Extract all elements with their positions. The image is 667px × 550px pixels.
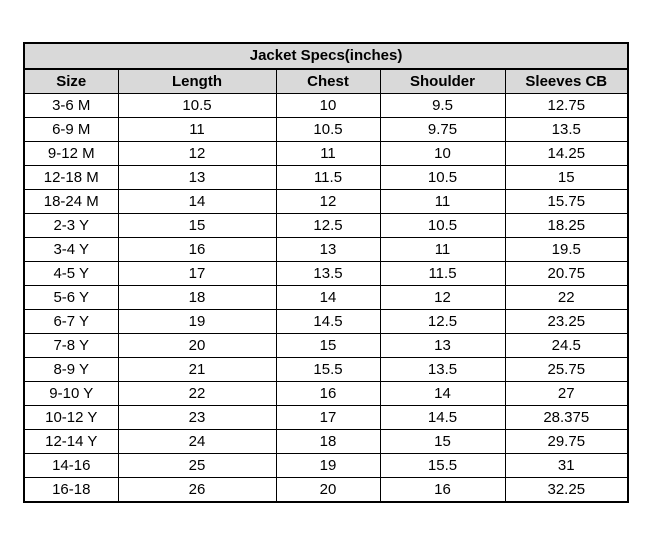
shoulder-cell: 13 bbox=[380, 334, 505, 358]
sleeves-cb-cell: 15.75 bbox=[505, 190, 628, 214]
length-cell: 13 bbox=[118, 166, 276, 190]
size-cell: 3-4 Y bbox=[24, 238, 118, 262]
shoulder-cell: 12.5 bbox=[380, 310, 505, 334]
length-cell: 11 bbox=[118, 118, 276, 142]
table-row bbox=[24, 166, 628, 190]
size-cell: 4-5 Y bbox=[24, 262, 118, 286]
chest-cell: 13.5 bbox=[276, 262, 380, 286]
sleeves-cb-cell: 32.25 bbox=[505, 478, 628, 503]
length-cell: 24 bbox=[118, 430, 276, 454]
shoulder-cell: 10.5 bbox=[380, 166, 505, 190]
table-row bbox=[24, 310, 628, 334]
table-row bbox=[24, 190, 628, 214]
chest-cell: 16 bbox=[276, 382, 380, 406]
length-cell: 23 bbox=[118, 406, 276, 430]
column-header-sleeves-cb: Sleeves CB bbox=[505, 69, 628, 94]
table-row bbox=[24, 358, 628, 382]
column-header-length: Length bbox=[118, 69, 276, 94]
sleeves-cb-cell: 24.5 bbox=[505, 334, 628, 358]
size-cell: 12-18 M bbox=[24, 166, 118, 190]
shoulder-cell: 10 bbox=[380, 142, 505, 166]
length-cell: 21 bbox=[118, 358, 276, 382]
jacket-specs-table bbox=[23, 42, 629, 503]
size-cell: 10-12 Y bbox=[24, 406, 118, 430]
sleeves-cb-cell: 18.25 bbox=[505, 214, 628, 238]
length-cell: 26 bbox=[118, 478, 276, 503]
table-row bbox=[24, 142, 628, 166]
shoulder-cell: 11.5 bbox=[380, 262, 505, 286]
size-cell: 3-6 M bbox=[24, 94, 118, 118]
shoulder-cell: 9.75 bbox=[380, 118, 505, 142]
shoulder-cell: 14.5 bbox=[380, 406, 505, 430]
column-header-shoulder: Shoulder bbox=[380, 69, 505, 94]
table-row bbox=[24, 94, 628, 118]
table-body bbox=[24, 94, 628, 503]
table-row bbox=[24, 406, 628, 430]
length-cell: 18 bbox=[118, 286, 276, 310]
column-header-chest: Chest bbox=[276, 69, 380, 94]
shoulder-cell: 13.5 bbox=[380, 358, 505, 382]
sleeves-cb-cell: 25.75 bbox=[505, 358, 628, 382]
shoulder-cell: 15.5 bbox=[380, 454, 505, 478]
length-cell: 20 bbox=[118, 334, 276, 358]
table-row bbox=[24, 382, 628, 406]
sleeves-cb-cell: 27 bbox=[505, 382, 628, 406]
length-cell: 12 bbox=[118, 142, 276, 166]
chest-cell: 15 bbox=[276, 334, 380, 358]
chest-cell: 14 bbox=[276, 286, 380, 310]
shoulder-cell: 12 bbox=[380, 286, 505, 310]
shoulder-cell: 15 bbox=[380, 430, 505, 454]
table-row bbox=[24, 334, 628, 358]
size-cell: 18-24 M bbox=[24, 190, 118, 214]
sleeves-cb-cell: 14.25 bbox=[505, 142, 628, 166]
length-cell: 15 bbox=[118, 214, 276, 238]
chest-cell: 12.5 bbox=[276, 214, 380, 238]
chest-cell: 14.5 bbox=[276, 310, 380, 334]
length-cell: 10.5 bbox=[118, 94, 276, 118]
shoulder-cell: 16 bbox=[380, 478, 505, 503]
shoulder-cell: 10.5 bbox=[380, 214, 505, 238]
chest-cell: 17 bbox=[276, 406, 380, 430]
length-cell: 14 bbox=[118, 190, 276, 214]
chest-cell: 10 bbox=[276, 94, 380, 118]
table-row bbox=[24, 286, 628, 310]
sleeves-cb-cell: 28.375 bbox=[505, 406, 628, 430]
table-row bbox=[24, 430, 628, 454]
shoulder-cell: 9.5 bbox=[380, 94, 505, 118]
chest-cell: 19 bbox=[276, 454, 380, 478]
sleeves-cb-cell: 19.5 bbox=[505, 238, 628, 262]
chest-cell: 18 bbox=[276, 430, 380, 454]
length-cell: 22 bbox=[118, 382, 276, 406]
size-cell: 16-18 bbox=[24, 478, 118, 503]
table-title: Jacket Specs(inches) bbox=[24, 43, 628, 69]
chest-cell: 15.5 bbox=[276, 358, 380, 382]
size-cell: 14-16 bbox=[24, 454, 118, 478]
size-cell: 7-8 Y bbox=[24, 334, 118, 358]
chest-cell: 11 bbox=[276, 142, 380, 166]
table-row bbox=[24, 238, 628, 262]
length-cell: 25 bbox=[118, 454, 276, 478]
length-cell: 19 bbox=[118, 310, 276, 334]
size-cell: 6-9 M bbox=[24, 118, 118, 142]
length-cell: 16 bbox=[118, 238, 276, 262]
size-cell: 8-9 Y bbox=[24, 358, 118, 382]
sleeves-cb-cell: 15 bbox=[505, 166, 628, 190]
size-cell: 5-6 Y bbox=[24, 286, 118, 310]
length-cell: 17 bbox=[118, 262, 276, 286]
table-title-row bbox=[24, 43, 628, 69]
size-cell: 2-3 Y bbox=[24, 214, 118, 238]
size-cell: 12-14 Y bbox=[24, 430, 118, 454]
chest-cell: 12 bbox=[276, 190, 380, 214]
sleeves-cb-cell: 22 bbox=[505, 286, 628, 310]
shoulder-cell: 11 bbox=[380, 190, 505, 214]
table-row bbox=[24, 214, 628, 238]
chest-cell: 13 bbox=[276, 238, 380, 262]
sleeves-cb-cell: 20.75 bbox=[505, 262, 628, 286]
sleeves-cb-cell: 31 bbox=[505, 454, 628, 478]
size-cell: 9-12 M bbox=[24, 142, 118, 166]
shoulder-cell: 11 bbox=[380, 238, 505, 262]
size-cell: 9-10 Y bbox=[24, 382, 118, 406]
size-cell: 6-7 Y bbox=[24, 310, 118, 334]
chest-cell: 20 bbox=[276, 478, 380, 503]
sleeves-cb-cell: 29.75 bbox=[505, 430, 628, 454]
sleeves-cb-cell: 13.5 bbox=[505, 118, 628, 142]
table-row bbox=[24, 478, 628, 503]
sleeves-cb-cell: 12.75 bbox=[505, 94, 628, 118]
chest-cell: 10.5 bbox=[276, 118, 380, 142]
chest-cell: 11.5 bbox=[276, 166, 380, 190]
table-row bbox=[24, 118, 628, 142]
table-header-row bbox=[24, 69, 628, 94]
table-row bbox=[24, 454, 628, 478]
shoulder-cell: 14 bbox=[380, 382, 505, 406]
sleeves-cb-cell: 23.25 bbox=[505, 310, 628, 334]
table-row bbox=[24, 262, 628, 286]
column-header-size: Size bbox=[24, 69, 118, 94]
